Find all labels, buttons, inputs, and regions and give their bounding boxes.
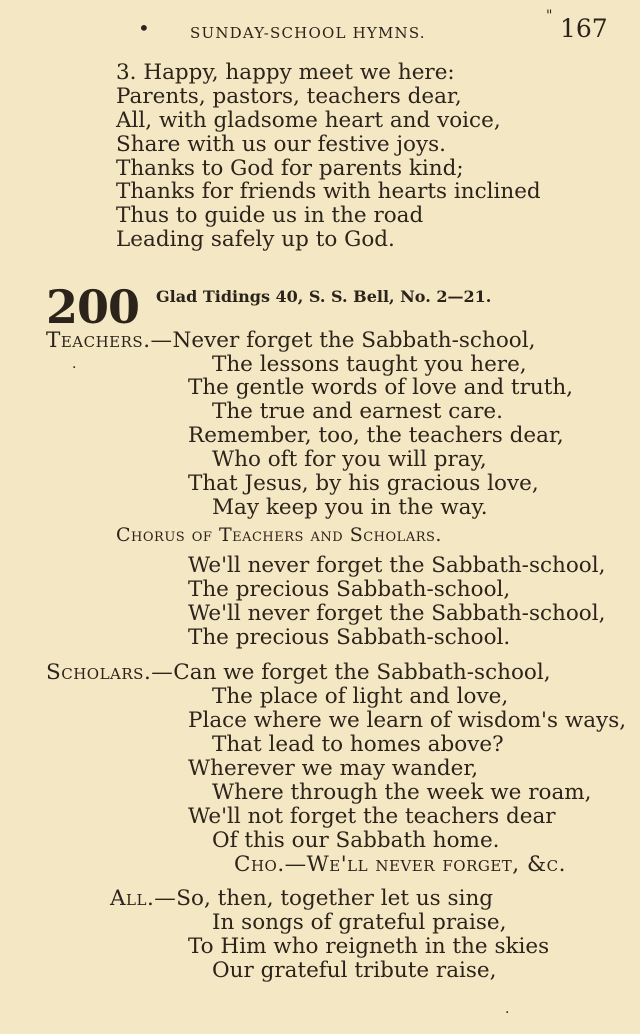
chorus-line: We'll never forget the Sabbath-school, bbox=[188, 553, 606, 578]
stanza-line: Of this our Sabbath home. bbox=[212, 828, 500, 853]
stanza-line: We'll not forget the teachers dear bbox=[188, 804, 556, 829]
prev-stanza-line: Thus to guide us in the road bbox=[116, 203, 424, 228]
all-first-line bbox=[110, 887, 493, 911]
stanza-line: Wherever we may wander, bbox=[188, 756, 479, 781]
stanza-line: The true and earnest care. bbox=[212, 399, 503, 424]
speaker-label-scholars: Scholars.— bbox=[46, 660, 174, 685]
print-speck: · bbox=[72, 360, 77, 376]
print-speck: · bbox=[505, 1005, 510, 1021]
stanza-line: Never forget the Sabbath-school, bbox=[172, 328, 536, 353]
teachers-first-line bbox=[46, 329, 535, 353]
prev-stanza-line: Leading safely up to God. bbox=[116, 227, 395, 252]
stanza-line: So, then, together let us sing bbox=[176, 886, 494, 911]
stanza-line: That lead to homes above? bbox=[212, 732, 504, 757]
stanza-line: The lessons taught you here, bbox=[212, 352, 527, 377]
stanza-line: Remember, too, the teachers dear, bbox=[188, 423, 564, 448]
stanza-line: That Jesus, by his gracious love, bbox=[188, 471, 539, 496]
cho-label: Cho.—We'll never forget, &c. bbox=[234, 852, 566, 877]
page-header bbox=[0, 8, 640, 43]
prev-stanza-line: Share with us our festive joys. bbox=[116, 132, 447, 157]
chorus-line: We'll never forget the Sabbath-school, bbox=[188, 601, 606, 626]
running-title: SUNDAY-SCHOOL HYMNS. bbox=[190, 24, 426, 42]
chorus-heading: Chorus of Teachers and Scholars. bbox=[116, 524, 442, 546]
stanza-line: Our grateful tribute raise, bbox=[212, 958, 497, 983]
prev-stanza-line: Thanks to God for parents kind; bbox=[116, 156, 464, 181]
prev-stanza-line: Thanks for friends with hearts inclined bbox=[116, 179, 541, 204]
print-mark: " bbox=[546, 8, 553, 24]
prev-stanza-line: Parents, pastors, teachers dear, bbox=[116, 84, 462, 109]
prev-stanza-line: All, with gladsome heart and voice, bbox=[116, 108, 501, 133]
chorus-line: The precious Sabbath-school. bbox=[188, 625, 511, 650]
stanza-line: The place of light and love, bbox=[212, 684, 509, 709]
header-bullet: • bbox=[138, 16, 150, 40]
prev-stanza-line: 3. Happy, happy meet we here: bbox=[116, 60, 455, 85]
chorus-reference bbox=[234, 853, 566, 877]
speaker-label-all: All.— bbox=[110, 886, 177, 911]
stanza-line: Place where we learn of wisdom's ways, bbox=[188, 708, 627, 733]
hymn-number: 200 bbox=[46, 280, 140, 334]
stanza-line: To Him who reigneth in the skies bbox=[188, 934, 550, 959]
page-number: 167 bbox=[560, 14, 608, 43]
stanza-line: Can we forget the Sabbath-school, bbox=[173, 660, 551, 685]
scholars-first-line bbox=[46, 661, 551, 685]
stanza-line: The gentle words of love and truth, bbox=[188, 375, 574, 400]
stanza-line: May keep you in the way. bbox=[212, 495, 488, 520]
chorus-line: The precious Sabbath-school, bbox=[188, 577, 511, 602]
stanza-line: In songs of grateful praise, bbox=[212, 910, 507, 935]
speaker-label-teachers: Teachers.— bbox=[46, 328, 173, 353]
stanza-line: Where through the week we roam, bbox=[212, 780, 592, 805]
tune-reference: Glad Tidings 40, S. S. Bell, No. 2—21. bbox=[156, 287, 492, 306]
stanza-line: Who oft for you will pray, bbox=[212, 447, 487, 472]
